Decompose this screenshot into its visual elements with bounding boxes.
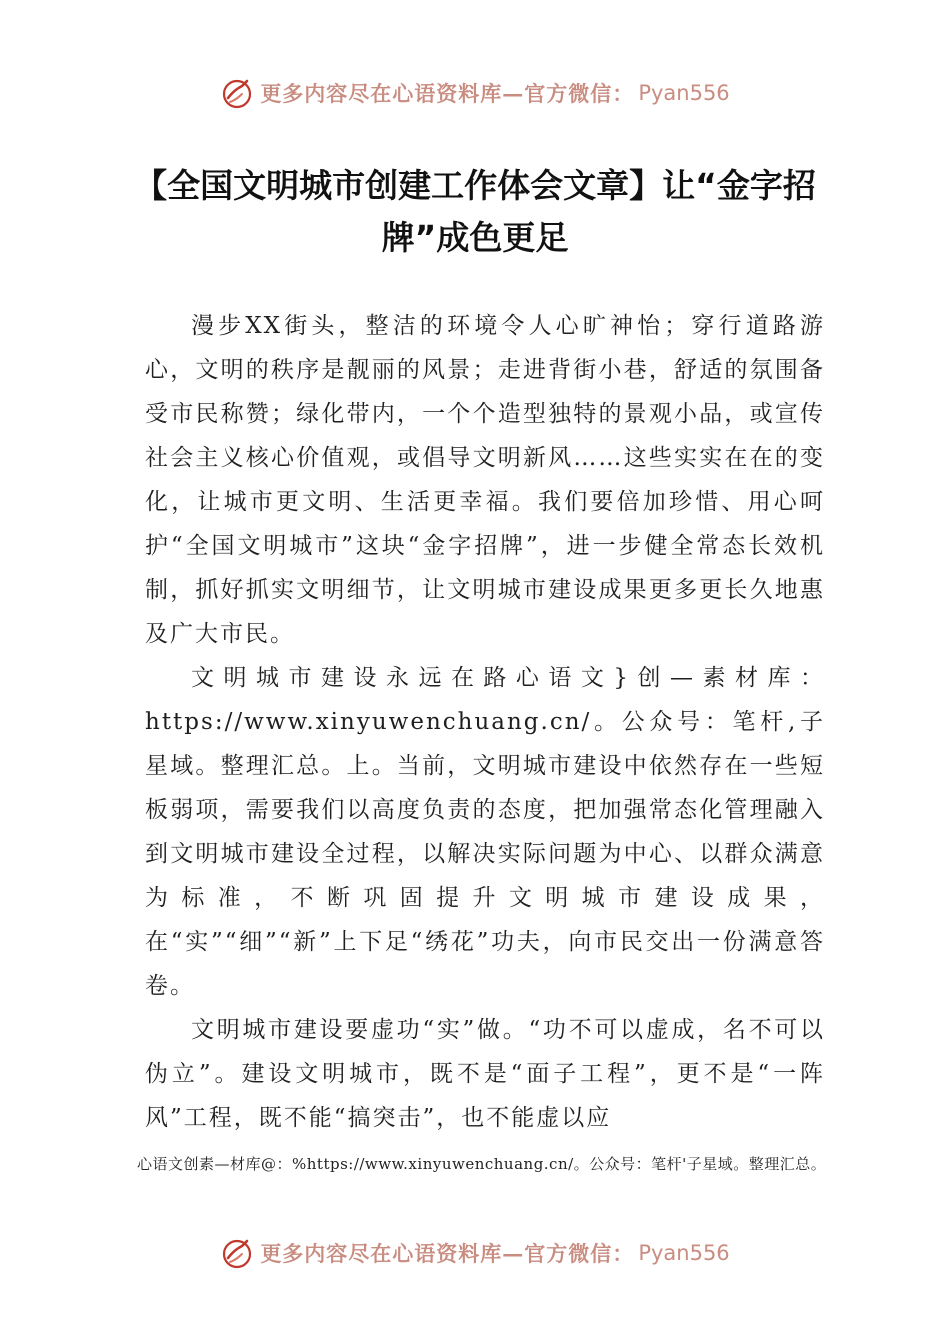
- footer-wechat-id: Pyan556: [638, 1241, 730, 1265]
- header-banner: [0, 68, 950, 118]
- header-banner-text: 更多内容尽在心语资料库—官方微信：: [260, 81, 635, 106]
- paragraph-1: 漫步XX街头，整洁的环境令人心旷神怡；穿行道路游心，文明的秩序是靓丽的风景；走进背街小巷，舒适的氛围备受市民称赞；绿化带内，一个个造型独特的景观小品，或宣传社会主义核心价值观，或倡导文明新风……这些实实在在的变化，让城市更文明、生活更幸福。我们要倍加珍惜、用心呵护“全国文明城市”这块“金字招牌”，进一步健全常态长效机制，抓好抓实文明细节，让文明城市建设成果更多更长久地惠及广大市民。: [145, 313, 825, 647]
- footer-banner-text: 更多内容尽在心语资料库—官方微信：: [260, 1241, 635, 1266]
- article-body: [145, 304, 825, 1140]
- header-wechat-id: Pyan556: [638, 81, 730, 105]
- article-title: 【全国文明城市创建工作体会文章】让“金字招牌”成色更足: [134, 166, 816, 257]
- footer-banner: [0, 1228, 950, 1278]
- hand-pen-logo-icon: [220, 76, 254, 110]
- footnote: 心语文创素—材库@：%https://www.xinyuwenchuang.cn/。公众号：笔杆'子星域。整理汇总。: [137, 1155, 827, 1173]
- hand-pen-logo-icon: [220, 1236, 254, 1270]
- paragraph-3: 文明城市建设要虚功“实”做。“功不可以虚成，名不可以伪立”。建设文明城市，既不是“面子工程”，更不是“一阵风”工程，既不能“搞突击”，也不能虚以应: [145, 1017, 825, 1131]
- paragraph-2: 文明城市建设永远在路心语文}创—素材库：https://www.xinyuwenchuang.cn/。公众号：笔杆,子星域。整理汇总。上。当前，文明城市建设中依然存在一些短板弱项，需要我们以高度负责的态度，把加强常态化管理融入到文明城市建设全过程，以解决实际问题为中心、以群众满意为标准，不断巩固提升文明城市建设成果，在“实”“细”“新”上下足“绣花”功夫，向市民交出一份满意答卷。: [145, 665, 825, 999]
